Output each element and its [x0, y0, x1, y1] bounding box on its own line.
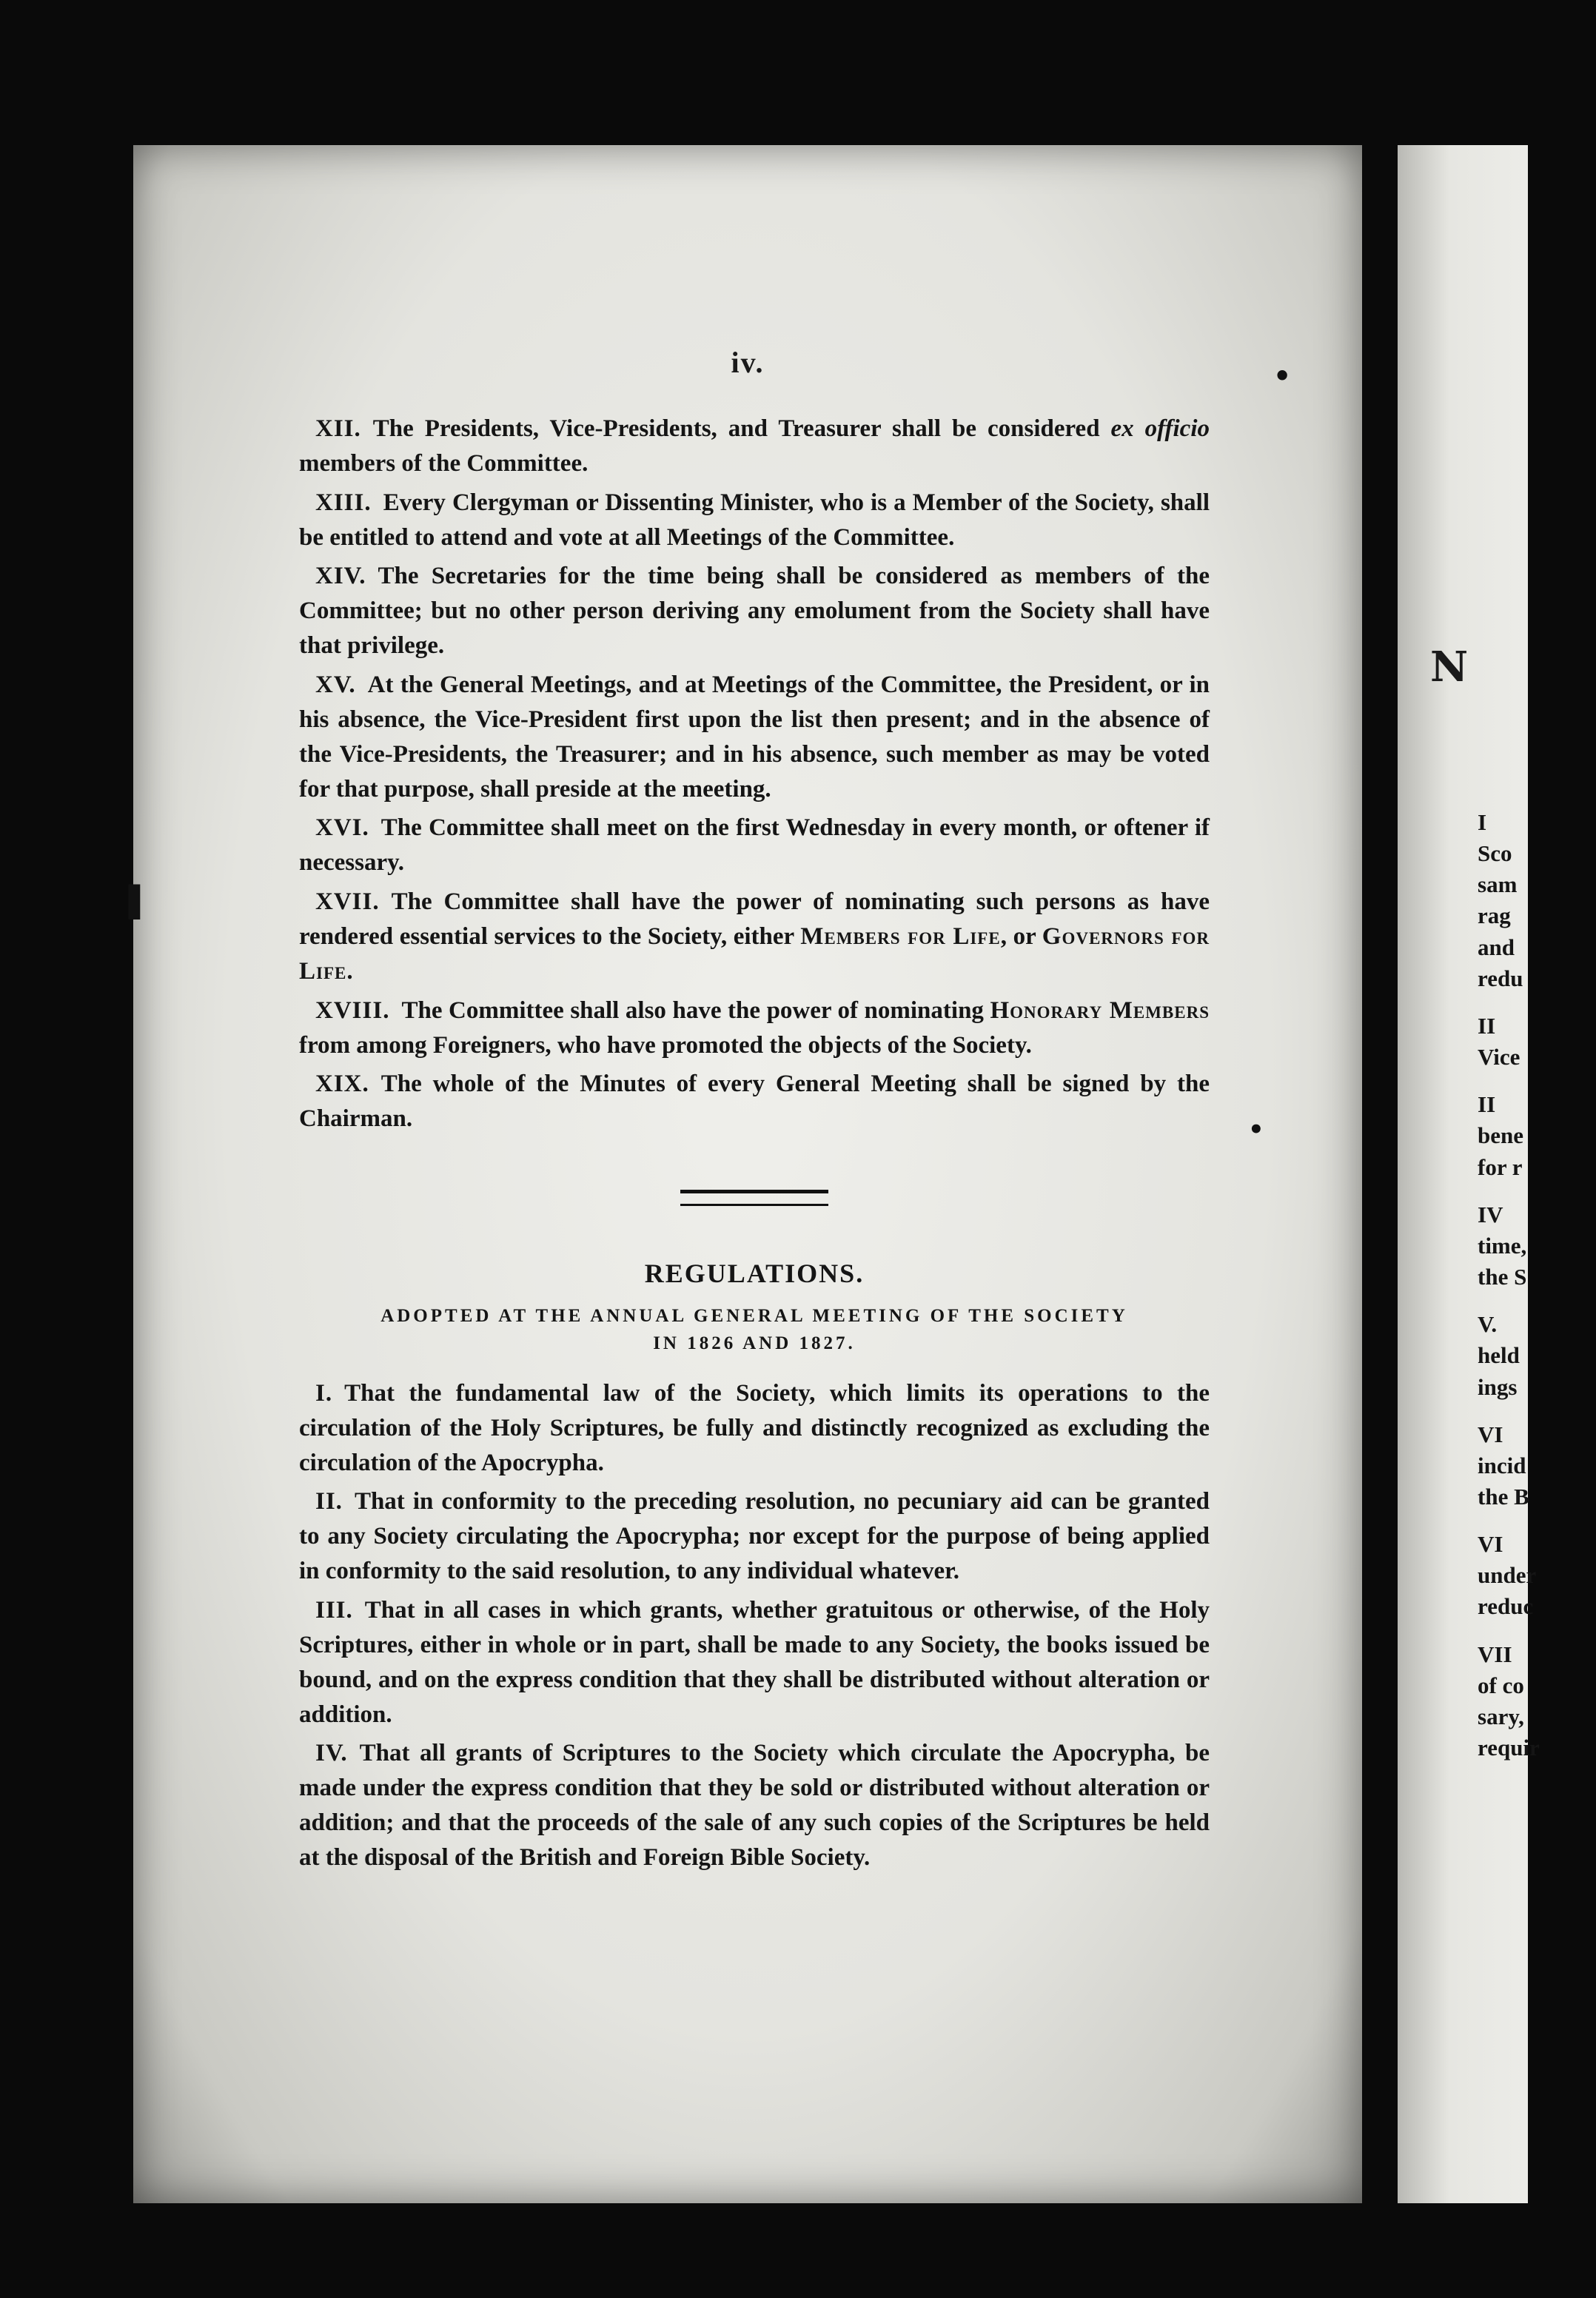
article-text: The Committee shall also have the power of nominating: [401, 996, 990, 1024]
fragment-line: the S: [1478, 1264, 1527, 1290]
fragment-line: Sco: [1478, 840, 1512, 867]
regulation-number: IV.: [315, 1740, 348, 1767]
fragment-line: under: [1478, 1562, 1537, 1589]
page-content: [299, 412, 1210, 1880]
fragment-line: of co: [1478, 1672, 1524, 1698]
book-gutter: [1362, 145, 1398, 2203]
regulation-text: That in all cases in which grants, whether gratuitous or otherwise, of the Holy Scriptures, either in whole or in part, shall be made to any Society, the books issued be bound, and on the express condition that they shall be distributed without alteration or addition.: [299, 1596, 1210, 1728]
article-xii: [299, 412, 1210, 481]
fragment-line: IV: [1478, 1201, 1503, 1227]
fragment-line: I: [1478, 809, 1487, 835]
fragment-line: held: [1478, 1342, 1520, 1369]
regulations-title: REGULATIONS.: [644, 1259, 865, 1289]
article-text: , or: [1000, 923, 1042, 951]
fragment-line: and: [1478, 934, 1515, 960]
article-xviii: [299, 994, 1210, 1063]
fragment-line: bene: [1478, 1122, 1523, 1149]
fragment-line: VI: [1478, 1531, 1503, 1558]
article-xiii: [299, 486, 1210, 555]
fragment-line: the B: [1478, 1483, 1529, 1510]
fragment-line: rag: [1478, 902, 1511, 929]
fragment-line: II: [1478, 1012, 1496, 1039]
article-number: XVII.: [315, 888, 380, 916]
ink-speck-mark: •: [1248, 1115, 1264, 1145]
section-divider: [680, 1190, 828, 1206]
article-text: At the General Meetings, and at Meetings of the Committee, the President, or in his absence, the Vice-President first upon the list then present; and in the absence of the Vice-Presidents, the Treasurer; and in his absence, such member as may be voted for that purpose, shall preside at the meeting.: [299, 671, 1210, 803]
article-number: XVI.: [315, 814, 369, 842]
regulation-number: II.: [315, 1488, 343, 1515]
ink-speck-mark: ▌: [129, 885, 152, 919]
article-text: Every Clergyman or Dissenting Minister, who is a Member of the Society, shall be entitled to attend and vote at all Meetings of the Committee.: [299, 489, 1210, 551]
article-small-caps: Governors for Life: [299, 923, 1210, 985]
article-number: XII.: [315, 415, 361, 442]
article-number: XIX.: [315, 1071, 369, 1098]
article-xiv: [299, 559, 1210, 663]
fragment-line: ings: [1478, 1373, 1518, 1400]
fragment-line: II: [1478, 1091, 1496, 1118]
regulation-text: That all grants of Scriptures to the Society which circulate the Apocrypha, be made under the express condition that they be sold or distributed without alteration or addition; and that the proceeds of the sale of any such copies of the Scriptures be held at the disposal of the British and Foreign Bible Society.: [299, 1740, 1210, 1871]
fragment-line: reduc: [1478, 1593, 1534, 1620]
article-text: The Presidents, Vice-Presidents, and Treasurer shall be considered: [372, 415, 1111, 442]
regulation-iii: [299, 1593, 1210, 1732]
regulation-i: [299, 1376, 1210, 1481]
fragment-line: redu: [1478, 965, 1523, 991]
article-xvi: [299, 811, 1210, 880]
regulation-ii: [299, 1484, 1210, 1589]
regulation-number: I.: [315, 1379, 333, 1407]
right-page-initial: N: [1430, 643, 1469, 691]
fragment-line: sam: [1478, 871, 1518, 898]
fragment-line: Vice: [1478, 1044, 1520, 1071]
article-text: The Secretaries for the time being shall be considered as members of the Committee; but no other person deriving any emolument from the Society shall have that privilege.: [299, 563, 1210, 660]
article-text: members of the Committee.: [299, 449, 589, 477]
fragment-line: requir: [1478, 1735, 1540, 1761]
fragment-line: sary,: [1478, 1703, 1524, 1729]
fragment-line: for r: [1478, 1153, 1523, 1180]
article-text: The whole of the Minutes of every General Meeting shall be signed by the Chairman.: [299, 1071, 1210, 1133]
article-text: from among Foreigners, who have promoted the objects of the Society.: [299, 1031, 1032, 1059]
fragment-line: V.: [1478, 1311, 1498, 1338]
article-xix: [299, 1067, 1210, 1136]
article-number: XIV.: [315, 563, 366, 590]
left-page: [129, 145, 1362, 2203]
article-small-caps: Honorary Members: [990, 996, 1210, 1024]
right-page-fragments: [1478, 807, 1596, 1763]
regulations-subtitle: [299, 1303, 1210, 1357]
page-number: iv.: [731, 346, 765, 379]
regulation-text: That in conformity to the preceding resolution, no pecuniary aid can be granted to any Society circulating the Apocrypha; nor except for the purpose of being applied in conformity to the said resolution, to any individual whatever.: [299, 1488, 1210, 1585]
fragment-line: incid: [1478, 1452, 1526, 1478]
fragment-line: time,: [1478, 1232, 1527, 1259]
fragment-line: VII: [1478, 1641, 1512, 1667]
article-text: .: [346, 957, 353, 985]
regulations-subtitle-line: ADOPTED AT THE ANNUAL GENERAL MEETING OF THE SOCIETY: [380, 1306, 1128, 1327]
article-italic: ex officio: [1110, 415, 1210, 442]
article-small-caps: Members for Life: [800, 923, 1001, 951]
regulation-number: III.: [315, 1596, 353, 1624]
article-xvii: [299, 885, 1210, 989]
ink-speck-mark: •: [1273, 360, 1292, 392]
regulations-subtitle-line: IN 1826 AND 1827.: [653, 1333, 856, 1353]
article-text: The Committee shall have the power of nominating such persons as have rendered essential services to the Society, either: [299, 888, 1210, 951]
regulation-text: That the fundamental law of the Society, which limits its operations to the circulation of the Holy Scriptures, be fully and distinctly recognized as excluding the circulation of the Apocrypha.: [299, 1379, 1210, 1476]
article-text: The Committee shall meet on the first Wednesday in every month, or oftener if necessary.: [299, 814, 1210, 877]
regulation-iv: [299, 1736, 1210, 1875]
article-xv: [299, 668, 1210, 806]
fragment-line: VI: [1478, 1421, 1503, 1447]
article-number: XVIII.: [315, 996, 390, 1024]
article-number: XIII.: [315, 489, 372, 516]
article-number: XV.: [315, 671, 356, 699]
